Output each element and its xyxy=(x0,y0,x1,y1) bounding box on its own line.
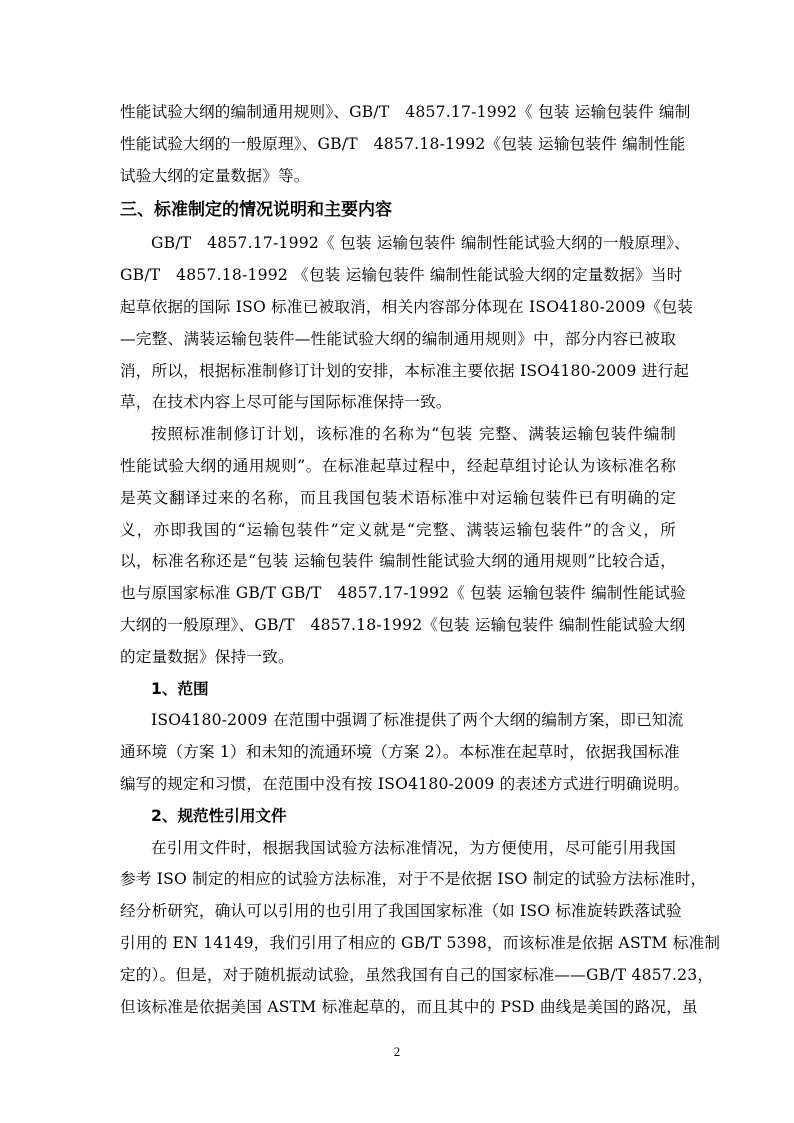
text-line: 通环境（方案 1）和未知的流通环境（方案 2）。本标准在起草时，依据我国标准 xyxy=(120,743,680,762)
text-line: —完整、满装运输包装件—性能试验大纲的编制通用规则》中，部分内容已被取 xyxy=(120,329,676,348)
page-number: 2 xyxy=(393,1044,401,1059)
text-line: 的定量数据》保持一致。 xyxy=(120,647,294,666)
text-line: GB/T 4857.18-1992 《包装 运输包装件 编制性能试验大纲的定量数据》当时 xyxy=(120,266,683,285)
subsection-heading: 2、规范性引用文件 xyxy=(151,806,287,825)
paragraph xyxy=(120,833,721,1024)
paragraph xyxy=(120,228,694,419)
text-line: 义，亦即我国的“运输包装件”定义就是“完整、满装运输包装件”的含义，所 xyxy=(120,520,676,539)
text-line: 定的）。但是，对于随机振动试验，虽然我国有自己的国家标准——GB/T 4857.23， xyxy=(120,965,714,984)
text-line: 但该标准是依据美国 ASTM 标准起草的，而且其中的 PSD 曲线是美国的路况，虽 xyxy=(120,997,698,1016)
text-line: 编写的规定和习惯，在范围中没有按 ISO4180-2009 的表述方式进行明确说明。 xyxy=(120,774,690,793)
paragraph xyxy=(120,705,690,800)
text-line: ISO4180-2009 在范围中强调了标准提供了两个大纲的编制方案，即已知流 xyxy=(151,711,684,730)
subsection-heading: 1、范围 xyxy=(151,679,209,698)
continued-paragraph xyxy=(120,97,691,192)
text-line: GB/T 4857.17-1992《 包装 运输包装件 编制性能试验大纲的一般原理》、 xyxy=(151,234,690,253)
text-line: 引用的 EN 14149，我们引用了相应的 GB/T 5398，而该标准是依据 ASTM 标准制 xyxy=(120,933,721,952)
section-heading: 三、标准制定的情况说明和主要内容 xyxy=(120,200,392,221)
text-line: 性能试验大纲的通用规则”。在标准起草过程中，经起草组讨论认为该标准名称 xyxy=(120,456,676,475)
text-line: 也与原国家标准 GB/T GB/T 4857.17-1992《 包装 运输包装件 编制性能试验 xyxy=(120,584,686,603)
text-line: 性能试验大纲的一般原理》、GB/T 4857.18-1992《包装 运输包装件 编制性能 xyxy=(120,134,686,153)
text-line: 消，所以，根据标准制修订计划的安排，本标准主要依据 ISO4180-2009 进行起 xyxy=(120,361,690,380)
text-line: 试验大纲的定量数据》等。 xyxy=(120,166,310,185)
page-body xyxy=(120,97,721,1023)
paragraph xyxy=(120,419,686,673)
text-line: 在引用文件时，根据我国试验方法标准情况，为方便使用，尽可能引用我国 xyxy=(151,838,676,857)
text-line: 性能试验大纲的编制通用规则》、GB/T 4857.17-1992《 包装 运输包装件 编制 xyxy=(120,103,691,121)
text-line: 按照标准制修订计划，该标准的名称为“包装 完整、满装运输包装件编制 xyxy=(151,425,676,444)
text-line: 是英文翻译过来的名称，而且我国包装术语标准中对运输包装件已有明确的定 xyxy=(120,488,676,507)
text-line: 以，标准名称还是“包装 运输包装件 编制性能试验大纲的通用规则”比较合适， xyxy=(120,552,676,571)
text-line: 经分析研究，确认可以引用的也引用了我国国家标准（如 ISO 标准旋转跌落试验 xyxy=(120,902,682,921)
text-line: 起草依据的国际 ISO 标准已被取消，相关内容部分体现在 ISO4180-2009《包装 xyxy=(120,297,694,316)
text-line: 大纲的一般原理》、GB/T 4857.18-1992《包装 运输包装件 编制性能试验大纲 xyxy=(120,615,686,634)
text-line: 草，在技术内容上尽可能与国际标准保持一致。 xyxy=(120,393,452,412)
text-line: 参考 ISO 制定的相应的试验方法标准，对于不是依据 ISO 制定的试验方法标准时， xyxy=(120,870,707,889)
